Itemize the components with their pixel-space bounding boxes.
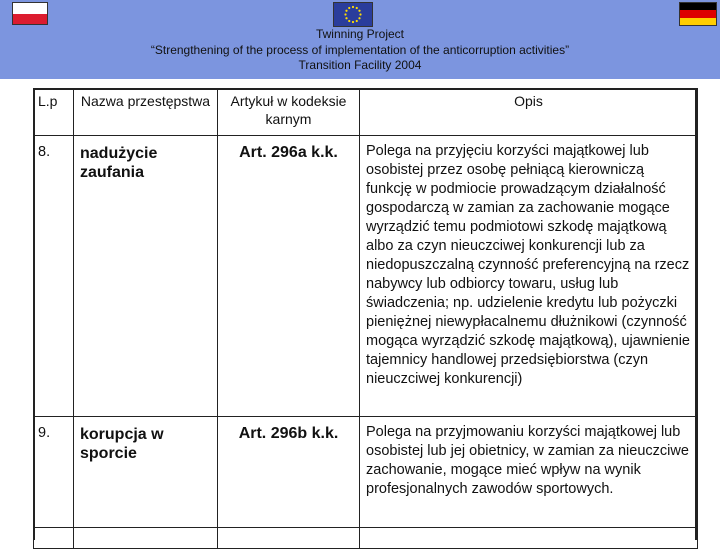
eu-star-icon [345,10,347,12]
offences-table [33,88,698,549]
offence-description: Polega na przyjmowaniu korzyści majątkowej lub osobistej lub jej obietnicy, w zamian za nieuczciwe zachowanie, mogące mieć wpływ na wynik profesjonalnych zawodów sportowych. [360,417,698,528]
project-name: Twinning Project [315,27,405,41]
eu-star-icon [356,20,358,22]
offence-description: Polega na przyjęciu korzyści majątkowej lub osobistej przez osobę pełniącą kierowniczą funkcję w podmiocie prowadzącym działalność gospodarczą w zamian za zachowanie mogące wyrządzić temu podmiotowi szkodę majątkową albo za czyn nieuczciwej konkurencji lub za niedopuszczalną czynność preferencyjną na rzecz nabywcy lub odbiorcy towaru, usług lub świadczenia; np. udzielenie kredytu lub pożyczki pieniężnej niewypłacalnemu dłużnikowi (czynność mogąca wyrządzić szkodę majątkową), ujawnienie tajemnicy handlowej przedsiębiorstwa (czyn nieuczciwej konkurencji) [360,136,698,417]
row-number: 8. [34,136,74,417]
eu-star-icon [352,21,354,23]
poland-flag-icon [12,2,48,25]
eu-star-icon [344,13,346,15]
project-facility: Transition Facility 2004 [298,58,422,72]
eu-star-icon [358,17,360,19]
project-subtitle: “Strengthening of the process of implementation of the anticorruption activities” [150,42,570,57]
eu-star-icon [345,17,347,19]
eu-star-icon [358,10,360,12]
code-article: Art. 296a k.k. [218,136,360,417]
offence-name: nadużycie zaufania [74,136,218,417]
table-row [34,136,698,417]
eu-star-icon [352,6,354,8]
empty-cell [34,528,74,549]
table-header-row [34,89,698,136]
empty-cell [360,528,698,549]
empty-cell [218,528,360,549]
row-number: 9. [34,417,74,528]
eu-star-icon [348,20,350,22]
eu-star-icon [359,13,361,15]
column-header-name: Nazwa przestępstwa [74,89,218,136]
offence-name: korupcja w sporcie [74,417,218,528]
eu-flag-icon [333,2,373,27]
code-article: Art. 296b k.k. [218,417,360,528]
eu-star-icon [356,7,358,9]
table-row-partial [34,528,698,549]
germany-flag-icon [679,2,717,26]
column-header-article: Artykuł w kodeksie karnym [218,89,360,136]
eu-star-icon [348,7,350,9]
column-header-lp: L.p [34,89,74,136]
header-banner [0,0,720,79]
empty-cell [74,528,218,549]
table-row [34,417,698,528]
project-title [0,27,720,74]
column-header-description: Opis [360,89,698,136]
